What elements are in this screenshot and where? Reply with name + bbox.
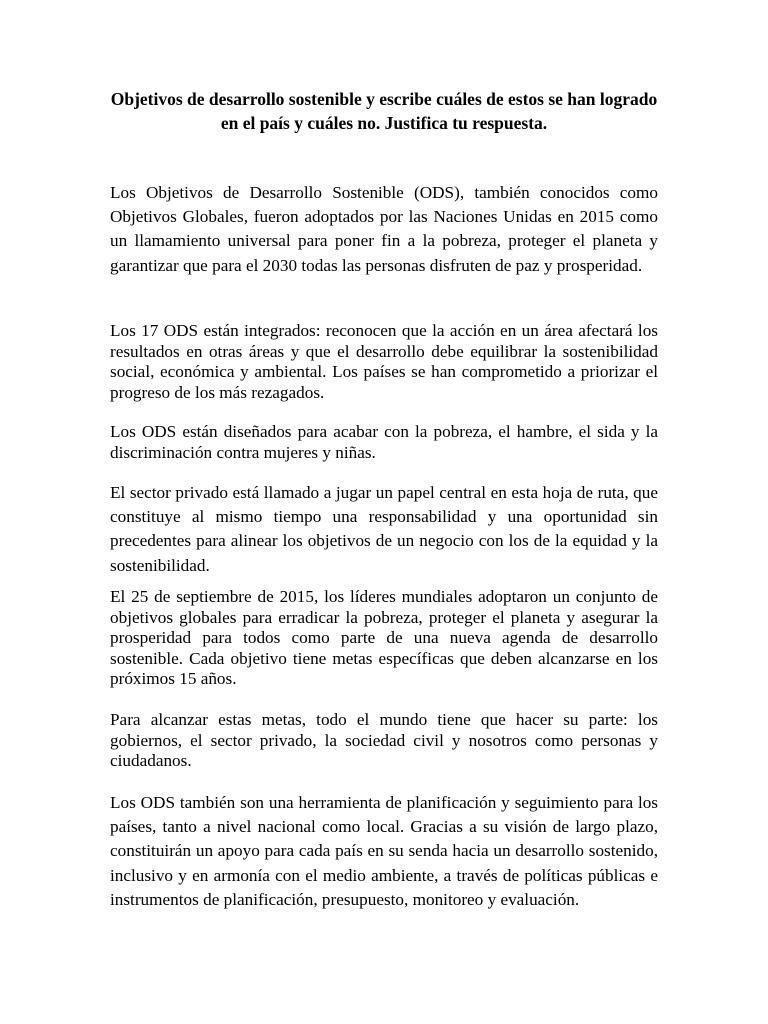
document-title: Objetivos de desarrollo sostenible y escribe cuáles de estos se han logrado en el país y cuáles no. Justifica tu respuesta. <box>110 89 658 133</box>
paragraph-ods-integrated: Los 17 ODS están integrados: reconocen que la acción en un área afectará los resultados en otras áreas y que el desarrollo debe equilibrar la sostenibilidad social, económica y ambiental. Los países se han comprometido a priorizar el progreso de los más rezagados. <box>110 321 658 402</box>
paragraph-everyone-part: Para alcanzar estas metas, todo el mundo tiene que hacer su parte: los gobiernos, el sector privado, la sociedad civil y nosotros como personas y ciudadanos. <box>110 710 658 770</box>
paragraph-planning-tool: Los ODS también son una herramienta de planificación y seguimiento para los países, tanto a nivel nacional como local. Gracias a su visión de largo plazo, constituirán un apoyo para cada país en su senda hacia un desarrollo sostenido, inclusivo y en armonía con el medio ambiente, a través de políticas públicas e instrumentos de planificación, presupuesto, monitoreo y evaluación. <box>110 793 658 909</box>
paragraph-ods-design: Los ODS están diseñados para acabar con la pobreza, el hambre, el sida y la discriminación contra mujeres y niñas. <box>110 422 658 462</box>
paragraph-ods-definition: Los Objetivos de Desarrollo Sostenible (ODS), también conocidos como Objetivos Globales, fueron adoptados por las Naciones Unidas en 2015 como un llamamiento universal para poner fin a la pobreza, proteger el planeta y garantizar que para el 2030 todas las personas disfruten de paz y prosperidad. <box>110 183 658 275</box>
paragraph-private-sector: El sector privado está llamado a jugar un papel central en esta hoja de ruta, que constituye al mismo tiempo una responsabilidad y una oportunidad sin precedentes para alinear los objetivos de un negocio con los de la equidad y la sostenibilidad. <box>110 483 658 575</box>
paragraph-adoption-2015: El 25 de septiembre de 2015, los líderes mundiales adoptaron un conjunto de objetivos globales para erradicar la pobreza, proteger el planeta y asegurar la prosperidad para todos como parte de una nueva agenda de desarrollo sostenible. Cada objetivo tiene metas específicas que deben alcanzarse en los próximos 15 años. <box>110 587 658 688</box>
